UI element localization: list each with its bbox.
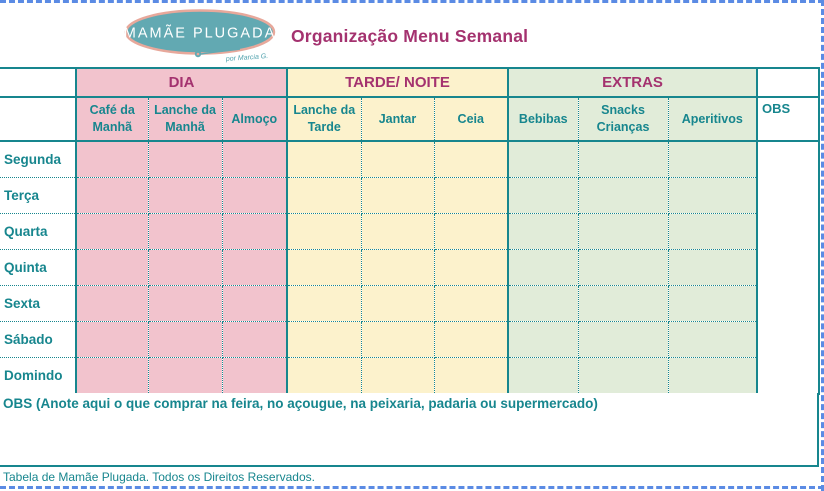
table-row-segunda — [0, 141, 819, 177]
page-break-dash-bottom — [0, 486, 824, 489]
table-row-sabado — [0, 321, 819, 357]
menu-cell[interactable] — [222, 141, 287, 177]
menu-cell[interactable] — [287, 321, 361, 357]
menu-cell[interactable] — [287, 213, 361, 249]
menu-cell[interactable] — [668, 141, 757, 177]
menu-cell[interactable] — [222, 321, 287, 357]
weekly-menu-table — [0, 67, 820, 395]
menu-cell[interactable] — [148, 177, 222, 213]
menu-cell[interactable] — [434, 249, 508, 285]
menu-cell[interactable] — [508, 249, 578, 285]
menu-cell[interactable] — [434, 213, 508, 249]
obs-note-label: OBS (Anote aqui o que comprar na feira, no açougue, na peixaria, padaria ou supermercado) — [3, 396, 598, 411]
menu-cell[interactable] — [76, 357, 148, 394]
menu-cell[interactable] — [287, 357, 361, 394]
menu-cell[interactable] — [668, 321, 757, 357]
menu-cell[interactable] — [361, 141, 434, 177]
menu-cell[interactable] — [148, 285, 222, 321]
table-row-quinta — [0, 249, 819, 285]
menu-cell[interactable] — [434, 141, 508, 177]
menu-cell[interactable] — [361, 213, 434, 249]
menu-cell[interactable] — [508, 321, 578, 357]
menu-cell[interactable] — [508, 357, 578, 394]
col-header-bebibas: Bebibas — [508, 97, 578, 141]
menu-cell[interactable] — [361, 285, 434, 321]
menu-cell[interactable] — [578, 141, 668, 177]
obs-note-area[interactable] — [0, 393, 819, 467]
menu-cell[interactable] — [668, 177, 757, 213]
menu-cell[interactable] — [434, 321, 508, 357]
menu-cell[interactable] — [508, 213, 578, 249]
menu-cell[interactable] — [148, 141, 222, 177]
day-label-domindo: Domindo — [0, 357, 76, 394]
row-label-header-cell — [0, 97, 76, 141]
logo — [118, 5, 290, 67]
menu-cell[interactable] — [287, 285, 361, 321]
obs-column-cell[interactable] — [757, 141, 819, 394]
menu-cell[interactable] — [668, 285, 757, 321]
menu-cell[interactable] — [508, 177, 578, 213]
menu-cell[interactable] — [148, 213, 222, 249]
col-header-jantar: Jantar — [361, 97, 434, 141]
col-header-ceia: Ceia — [434, 97, 508, 141]
menu-cell[interactable] — [222, 285, 287, 321]
col-header-lanche-da-tarde: Lanche da Tarde — [287, 97, 361, 141]
menu-cell[interactable] — [222, 357, 287, 394]
menu-cell[interactable] — [578, 249, 668, 285]
menu-cell[interactable] — [148, 357, 222, 394]
table-row-terca — [0, 177, 819, 213]
menu-cell[interactable] — [148, 321, 222, 357]
col-header-lanche-da-manha: Lanche da Manhã — [148, 97, 222, 141]
menu-cell[interactable] — [434, 357, 508, 394]
page-title: Organização Menu Semanal — [291, 26, 529, 46]
day-label-sabado: Sábado — [0, 321, 76, 357]
menu-cell[interactable] — [287, 177, 361, 213]
menu-cell[interactable] — [76, 177, 148, 213]
footer-text: Tabela de Mamãe Plugada. Todos os Direitos Reservados. — [3, 470, 315, 484]
col-header-obs: OBS — [757, 97, 819, 141]
table-row-sexta — [0, 285, 819, 321]
day-label-terca: Terça — [0, 177, 76, 213]
menu-cell[interactable] — [76, 285, 148, 321]
menu-cell[interactable] — [76, 249, 148, 285]
group-header-tarde-noite: TARDE/ NOITE — [287, 68, 508, 97]
menu-cell[interactable] — [76, 141, 148, 177]
menu-cell[interactable] — [148, 249, 222, 285]
menu-cell[interactable] — [508, 285, 578, 321]
menu-cell[interactable] — [578, 357, 668, 394]
menu-cell[interactable] — [668, 213, 757, 249]
day-label-segunda: Segunda — [0, 141, 76, 177]
menu-cell[interactable] — [578, 213, 668, 249]
menu-cell[interactable] — [361, 177, 434, 213]
menu-cell[interactable] — [287, 249, 361, 285]
menu-cell[interactable] — [222, 213, 287, 249]
menu-cell[interactable] — [361, 249, 434, 285]
col-header-snacks-criancas: Snacks Crianças — [578, 97, 668, 141]
menu-cell[interactable] — [222, 177, 287, 213]
corner-cell — [0, 68, 76, 97]
logo-name: MAMÃE PLUGADA — [123, 25, 277, 42]
menu-cell[interactable] — [578, 177, 668, 213]
col-header-cafe-da-manha: Café da Manhã — [76, 97, 148, 141]
menu-cell[interactable] — [434, 285, 508, 321]
group-header-dia: DIA — [76, 68, 287, 97]
menu-cell[interactable] — [222, 249, 287, 285]
table-row-quarta — [0, 213, 819, 249]
day-label-quarta: Quarta — [0, 213, 76, 249]
logo-graphic — [118, 5, 290, 67]
menu-cell[interactable] — [508, 141, 578, 177]
menu-cell[interactable] — [76, 213, 148, 249]
menu-cell[interactable] — [578, 321, 668, 357]
obs-top-cell — [757, 68, 819, 97]
menu-cell[interactable] — [76, 321, 148, 357]
menu-cell[interactable] — [434, 177, 508, 213]
page-break-dash-top — [0, 0, 824, 3]
day-label-sexta: Sexta — [0, 285, 76, 321]
menu-cell[interactable] — [578, 285, 668, 321]
table-row-domindo — [0, 357, 819, 394]
menu-cell[interactable] — [668, 357, 757, 394]
col-header-almoco: Almoço — [222, 97, 287, 141]
day-label-quinta: Quinta — [0, 249, 76, 285]
menu-cell[interactable] — [668, 249, 757, 285]
menu-cell[interactable] — [287, 141, 361, 177]
column-header-row — [0, 97, 819, 141]
logo-signature: por Marcia G. — [225, 53, 269, 63]
menu-cell[interactable] — [361, 357, 434, 394]
menu-cell[interactable] — [361, 321, 434, 357]
group-header-extras: EXTRAS — [508, 68, 757, 97]
col-header-aperitivos: Aperitivos — [668, 97, 757, 141]
group-header-row — [0, 68, 819, 97]
